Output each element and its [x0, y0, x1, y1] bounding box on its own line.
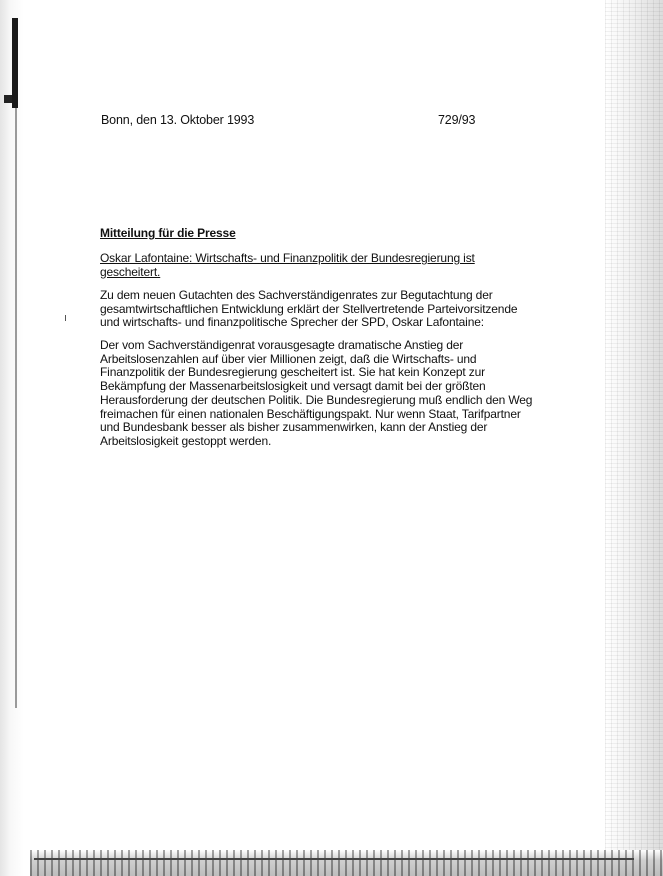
intro-paragraph: Zu dem neuen Gutachten des Sachverständigenrates zur Begutachtung der gesamtwirtschaftlichen Entwicklung erklärt der Stellvertretende Parteivorsitzende und wirtschafts- und finanzpolitische Sprecher der SPD, Oskar Lafontaine:	[100, 288, 518, 330]
statement-paragraph: Der vom Sachverständigenrat vorausgesagte dramatische Anstieg der Arbeitslosenzahlen auf über vier Millionen zeigt, daß die Wirtschafts- und Finanzpolitik der Bundesregierung gescheitert ist. Sie hat kein Konzept zur Bekämpfung der Massenarbeitslosigkeit und versagt damit bei der größten Herausforderung der deutschen Politik. Die Bundesregierung muß endlich den Weg freimachen für einen nationalen Beschäftigungspakt. Nur wenn Staat, Tarifpartner und Bundesbank besser als bisher zusammenwirken, kann der Anstieg der Arbeitslosigkeit gestoppt werden.	[100, 338, 533, 448]
press-release-heading: Mitteilung für die Presse	[100, 226, 236, 240]
document-reference-number: 729/93	[438, 113, 476, 127]
scan-edge-dot	[4, 95, 12, 103]
press-release-subject: Oskar Lafontaine: Wirtschafts- und Finanzpolitik der Bundesregierung ist gescheitert.	[100, 251, 475, 279]
scan-bottom-line	[34, 858, 634, 860]
document-date: Bonn, den 13. Oktober 1993	[101, 113, 255, 127]
scan-border-left	[0, 0, 24, 876]
scan-border-bottom	[30, 850, 663, 876]
scan-edge-line	[15, 108, 17, 708]
scan-stray-mark	[65, 315, 66, 321]
scan-edge-mark	[12, 18, 18, 108]
scan-border-right	[605, 0, 663, 876]
